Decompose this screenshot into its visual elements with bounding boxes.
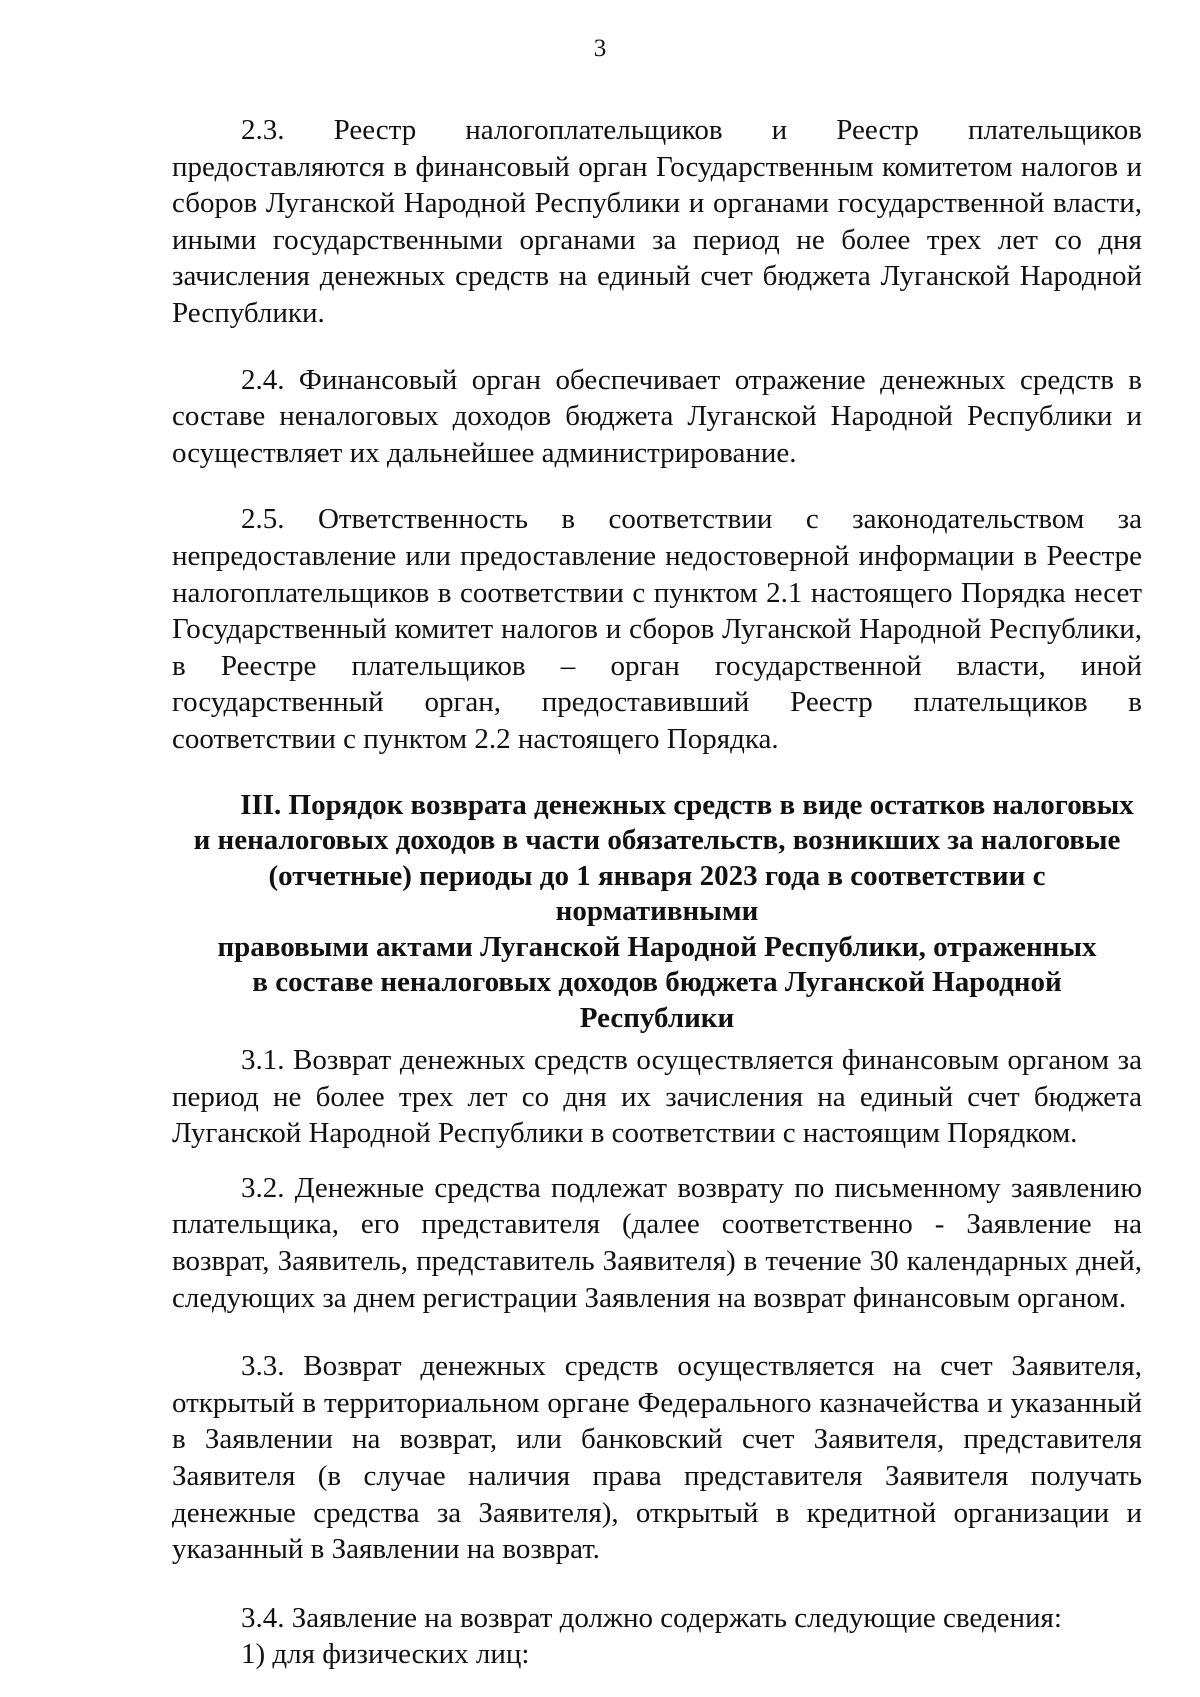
document-body [172, 112, 1142, 1673]
section-3-heading [172, 788, 1142, 1037]
paragraph-3-3: 3.3. Возврат денежных средств осуществляется на счет Заявителя, открытый в территориальном органе Федерального казначейства и указанный в Заявлении на возврат, или банковский счет Заявителя, представителя Заявителя (в случае наличия права представителя Заявителя получать денежные средства за Заявителя), открытый в кредитной организации и указанный в Заявлении на возврат. [172, 1350, 1142, 1566]
section-3-heading-line: и неналоговых доходов в части обязательств, возникших за налоговые [193, 824, 1121, 856]
paragraph-2-3: 2.3. Реестр налогоплательщиков и Реестр плательщиков предоставляются в финансовый орган Государственным комитетом налогов и сборов Луганской Народной Республики и органами государственной власти, иными государственными органами за период не более трех лет со дня зачисления денежных средств на единый счет бюджета Луганской Народной Республики. [172, 114, 1142, 329]
paragraph-3-2: 3.2. Денежные средства подлежат возврату по письменному заявлению плательщика, его представителя (далее соответственно - Заявление на возврат, Заявитель, представитель Заявителя) в течение 30 календарных дней, следующих за днем регистрации Заявления на возврат финансовым органом. [172, 1171, 1142, 1314]
paragraph-3-4: 3.4. Заявление на возврат должно содержать следующие сведения: [241, 1601, 1062, 1634]
paragraph-2-5: 2.5. Ответственность в соответствии с законодательством за непредоставление или предоставление недостоверной информации в Реестре налогоплательщиков в соответствии с пунктом 2.1 настоящего Порядка несет Государственный комитет налогов и сборов Луганской Народной Республики, в Реестре плательщиков – орган государственной власти, иной государственный орган, предоставивший Реестр плательщиков в соответствии с пунктом 2.2 настоящего Порядка. [172, 503, 1142, 755]
section-3-heading-line: правовыми актами Луганской Народной Республики, отраженных [217, 930, 1097, 963]
section-3-heading-line: в составе неналоговых доходов бюджета Луганской Народной Республики [252, 966, 1062, 1034]
page-number: 3 [593, 35, 607, 62]
section-3-heading-line: III. Порядок возврата денежных средств в виде остатков налоговых [240, 788, 1134, 821]
section-3-heading-line: (отчетные) периоды до 1 января 2023 года в соответствии с нормативными [268, 859, 1046, 927]
paragraph-2-4: 2.4. Финансовый орган обеспечивает отражение денежных средств в составе неналоговых доходов бюджета Луганской Народной Республики и осуществляет их дальнейшее администрирование. [172, 363, 1142, 469]
paragraph-3-1: 3.1. Возврат денежных средств осуществляется финансовым органом за период не более трех лет со дня их зачисления на единый счет бюджета Луганской Народной Республики в соответствии с настоящим Порядком. [172, 1044, 1142, 1150]
paragraph-3-4-item-1: 1) для физических лиц: [241, 1638, 530, 1671]
